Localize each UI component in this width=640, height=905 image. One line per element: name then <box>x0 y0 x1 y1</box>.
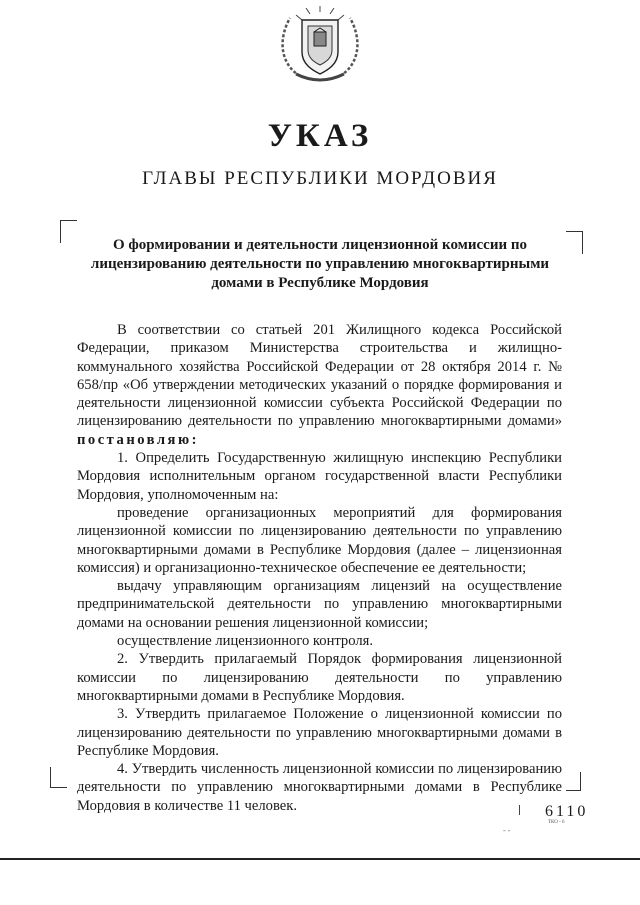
registration-stamp-number: 6110 <box>545 803 589 820</box>
paragraph-subitem: проведение организационных мероприятий для формирования лицензионной комиссии по лицензированию деятельности по управлению многоквартирными домами в Республике Мордовия (далее – лицензионная комиссия) и организационно-техническое обеспечение ее деятельности; <box>77 504 562 576</box>
paragraph-item-3: 3. Утвердить прилагаемое Положение о лицензионной комиссии по лицензированию деятельности по управлению многоквартирными домами в Республике Мордовия. <box>77 706 562 759</box>
heading-line: лицензированию деятельности по управлению многоквартирными <box>90 256 550 272</box>
paragraph-subitem: выдачу управляющим организациям лицензий на осуществление предпринимательской деятельности по управлению многоквартирными домами на основании решения лицензионной комиссии; <box>77 578 562 631</box>
corner-bracket-top-left <box>60 220 77 243</box>
preamble-text: В соответствии со статьей 201 Жилищного кодекса Российской Федерации, приказом Министерства строительства и жилищно-коммунального хозяйства Российской Федерации от 28 октября 2014 г. № 658/пр «Об утверждении методических указаний о порядке формирования и деятельности лицензионной комиссии субъекта Российской Федерации по лицензированию деятельности по управлению многоквартирными домами» <box>77 322 562 430</box>
paragraph-subitem: осуществление лицензионного контроля. <box>117 633 373 650</box>
page-bottom-rule <box>0 858 640 860</box>
heading-line: домами в Республике Мордовия <box>211 275 429 291</box>
heading-line: О формировании и деятельности лицензионной комиссии по <box>112 237 528 253</box>
decree-word: постановляю: <box>77 431 199 448</box>
margin-dash-marks: - - <box>503 826 511 835</box>
document-title: УКАЗ <box>267 118 373 154</box>
margin-tick-mark <box>519 805 520 815</box>
paragraph-item-1: 1. Определить Государственную жилищную инспекцию Республики Мордовия исполнительным органом государственной власти Республики Мордовия, уполномоченным на: <box>77 450 562 503</box>
corner-bracket-top-right <box>566 231 583 254</box>
document-subtitle: ГЛАВЫ РЕСПУБЛИКИ МОРДОВИЯ <box>142 168 498 189</box>
decree-heading <box>85 236 555 293</box>
registration-stamp-code: ТКО - 6 <box>548 820 565 825</box>
corner-bracket-bottom-left <box>50 767 67 788</box>
paragraph-item-2: 2. Утвердить прилагаемый Порядок формирования лицензионной комиссии по лицензированию деятельности по управлению многоквартирными домами в Республике Мордовия. <box>77 651 562 704</box>
paragraph-item-4: 4. Утвердить численность лицензионной комиссии по лицензированию деятельности по управлению многоквартирными домами в Республике Мордовия в количестве 11 человек. <box>77 761 562 814</box>
republic-coat-of-arms-icon <box>270 4 370 88</box>
corner-bracket-bottom-right <box>566 772 581 791</box>
preamble-paragraph <box>77 321 562 449</box>
decree-body <box>77 321 562 815</box>
